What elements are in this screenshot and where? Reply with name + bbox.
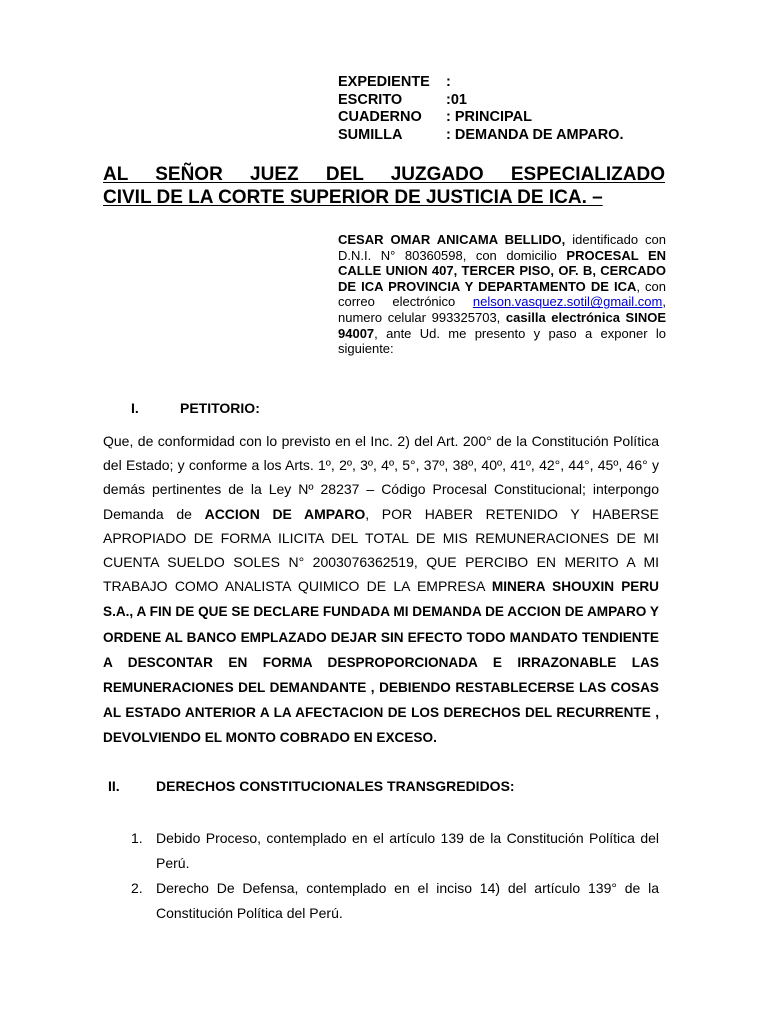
- list-item-number: 2.: [131, 880, 143, 896]
- section-title: DERECHOS CONSTITUCIONALES TRANSGREDIDOS:: [156, 778, 515, 794]
- section-number: II.: [108, 778, 120, 794]
- addressee-line-1: AL SEÑOR JUEZ DEL JUZGADO ESPECIALIZADO: [103, 164, 665, 185]
- header-value: : DEMANDA DE AMPARO.: [446, 126, 624, 143]
- petitorio-text: , POR HABER RETENIDO Y HABERSE APROPIADO DE FORMA ILICITA DEL TOTAL DE MIS REMUNERACIONES DE MI CUENTA SUELDO SOLES N° 2003076362519, QUE PERCIBO EN MERITO A MI TRABAJO COMO ANALISTA QUIMICO DE LA EMPRESA: [103, 505, 659, 595]
- section-heading-petitorio: [131, 400, 260, 416]
- section-number: I.: [131, 400, 139, 416]
- header-label: SUMILLA: [338, 126, 403, 143]
- header-value: : PRINCIPAL: [446, 109, 532, 125]
- addressee-heading: [103, 163, 665, 209]
- rights-list: [131, 826, 659, 926]
- header-row-sumilla: [338, 127, 623, 145]
- addressee-line-2: CIVIL DE LA CORTE SUPERIOR DE JUSTICIA DE ICA. –: [103, 187, 603, 208]
- procedural-address: PROCESAL EN CALLE UNION 407, TERCER PISO, OF. B, CERCADO DE ICA PROVINCIA Y DEPARTAMENTO DE ICA: [338, 247, 666, 294]
- ident-text: identificado con D.N.I. N° 80360598, con domicilio: [338, 232, 667, 263]
- petitorio-bold: MINERA SHOUXIN PERU S.A., A FIN DE QUE SE DECLARE FUNDADA MI DEMANDA DE ACCION DE AMPARO Y ORDENE AL BANCO EMPLAZADO DEJAR SIN EFECTO TODO MANDATO TENDIENTE A DESCONTAR EN FORMA DESPROPORCIONADA E IRRAZONABLE LAS REMUNERACIONES DEL DEMANDANTE , DEBIENDO RESTABLECERSE LAS COSAS AL ESTADO ANTERIOR A LA AFECTACION DE LOS DERECHOS DEL RECURRENTE , DEVOLVIENDO EL MONTO COBRADO EN EXCESO.: [103, 579, 659, 746]
- header-value: :: [446, 74, 451, 90]
- claimant-name: CESAR OMAR ANICAMA BELLIDO,: [338, 232, 566, 247]
- header-row-escrito: [338, 92, 623, 110]
- header-value: :01: [446, 91, 467, 108]
- section-title: PETITORIO:: [180, 400, 260, 416]
- petitorio-paragraph: [103, 429, 659, 751]
- list-item-number: 1.: [131, 830, 143, 846]
- list-item-text: Derecho De Defensa, contemplado en el inciso 14) del artículo 139° de la Constitución Política del Perú.: [156, 880, 659, 921]
- header-row-expediente: [338, 74, 623, 92]
- header-label: CUADERNO: [338, 109, 422, 125]
- list-item-text: Debido Proceso, contemplado en el artículo 139 de la Constitución Política del Perú.: [156, 830, 659, 871]
- section-heading-derechos: [108, 778, 515, 794]
- header-label: EXPEDIENTE: [338, 74, 430, 90]
- list-item: [131, 826, 659, 876]
- header-label: ESCRITO: [338, 91, 403, 108]
- header-row-cuaderno: [338, 109, 623, 127]
- list-item: [131, 876, 659, 926]
- casilla-electronica: casilla electrónica SINOE 94007: [338, 309, 667, 341]
- petitorio-bold: ACCION DE AMPARO: [204, 505, 366, 522]
- ident-text: , numero celular 993325703,: [338, 294, 666, 325]
- case-header: [338, 74, 623, 144]
- ident-text: , ante Ud. me presento y paso a exponer lo siguiente:: [338, 325, 666, 357]
- identification-paragraph: [338, 232, 666, 357]
- petitorio-text: Que, de conformidad con lo previsto en el Inc. 2) del Art. 200° de la Constitución Política del Estado; y conforme a los Arts. 1º, 2º, 3º, 4º, 5°, 37º, 38º, 40º, 41º, 42°, 44°, 45º, 46° y demás pertinentes de la Ley Nº 28237 – Código Procesal Constitucional; interpongo Demanda de: [103, 433, 659, 522]
- ident-text: , con correo electrónico: [338, 278, 666, 310]
- email-link[interactable]: nelson.vasquez.sotil@gmail.com: [472, 294, 663, 310]
